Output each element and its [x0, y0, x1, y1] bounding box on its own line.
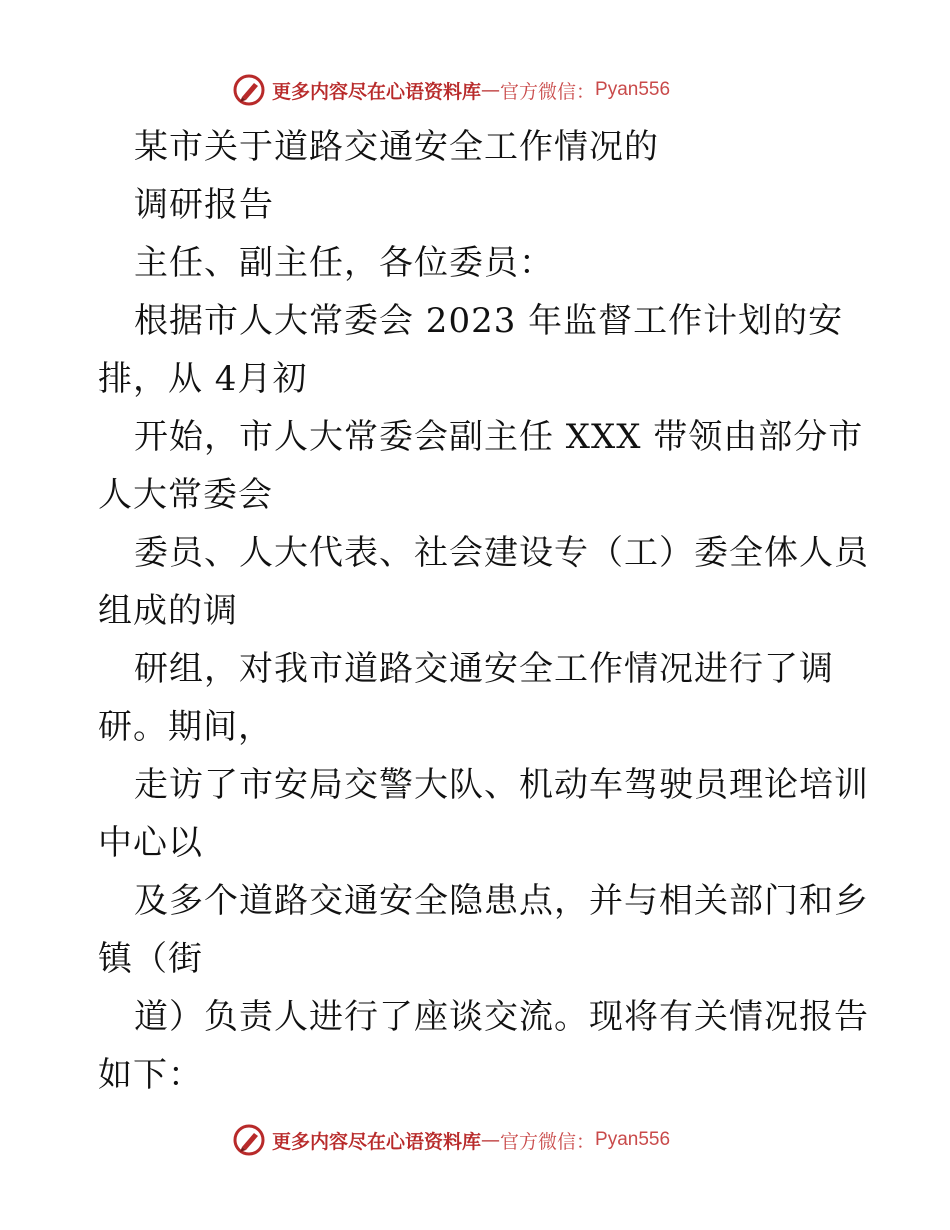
watermark-main-text: 更多内容尽在心语资料库	[272, 80, 482, 103]
body-line: 镇（街	[98, 939, 203, 979]
body-line: 开始，市人大常委会副主任 XXX 带领由部分市	[134, 417, 864, 457]
body-line: 人大常委会	[98, 475, 273, 515]
body-line: 道）负责人进行了座谈交流。现将有关情况报告	[134, 997, 869, 1037]
header-watermark	[232, 70, 712, 110]
watermark-account: Pyan556	[595, 1129, 671, 1150]
title-line-2: 调研报告	[134, 185, 274, 225]
salutation: 主任、副主任，各位委员：	[134, 243, 554, 283]
body-line: 及多个道路交通安全隐患点，并与相关部门和乡	[134, 881, 869, 921]
watermark-separator: —	[481, 79, 501, 101]
title-line-1: 某市关于道路交通安全工作情况的	[134, 127, 659, 167]
footer-watermark	[232, 1120, 712, 1160]
pen-seal-icon	[232, 73, 266, 107]
watermark-account: Pyan556	[595, 79, 671, 100]
body-line: 研。期间，	[98, 707, 273, 747]
body-line: 中心以	[98, 823, 203, 863]
body-line: 委员、人大代表、社会建设专（工）委全体人员	[134, 533, 869, 573]
watermark-separator: —	[481, 1129, 501, 1151]
document-body	[98, 118, 869, 1104]
body-line: 根据市人大常委会 2023 年监督工作计划的安	[134, 301, 844, 341]
watermark-sub-text: 官方微信：	[500, 80, 596, 103]
body-line: 研组，对我市道路交通安全工作情况进行了调	[134, 649, 834, 689]
body-line: 组成的调	[98, 591, 238, 631]
watermark-main-text: 更多内容尽在心语资料库	[272, 1130, 482, 1153]
body-line: 排，从 4月初	[98, 359, 308, 399]
body-line: 如下：	[98, 1055, 203, 1095]
watermark-sub-text: 官方微信：	[500, 1130, 596, 1153]
body-line: 走访了市安局交警大队、机动车驾驶员理论培训	[134, 765, 869, 805]
pen-seal-icon	[232, 1123, 266, 1157]
